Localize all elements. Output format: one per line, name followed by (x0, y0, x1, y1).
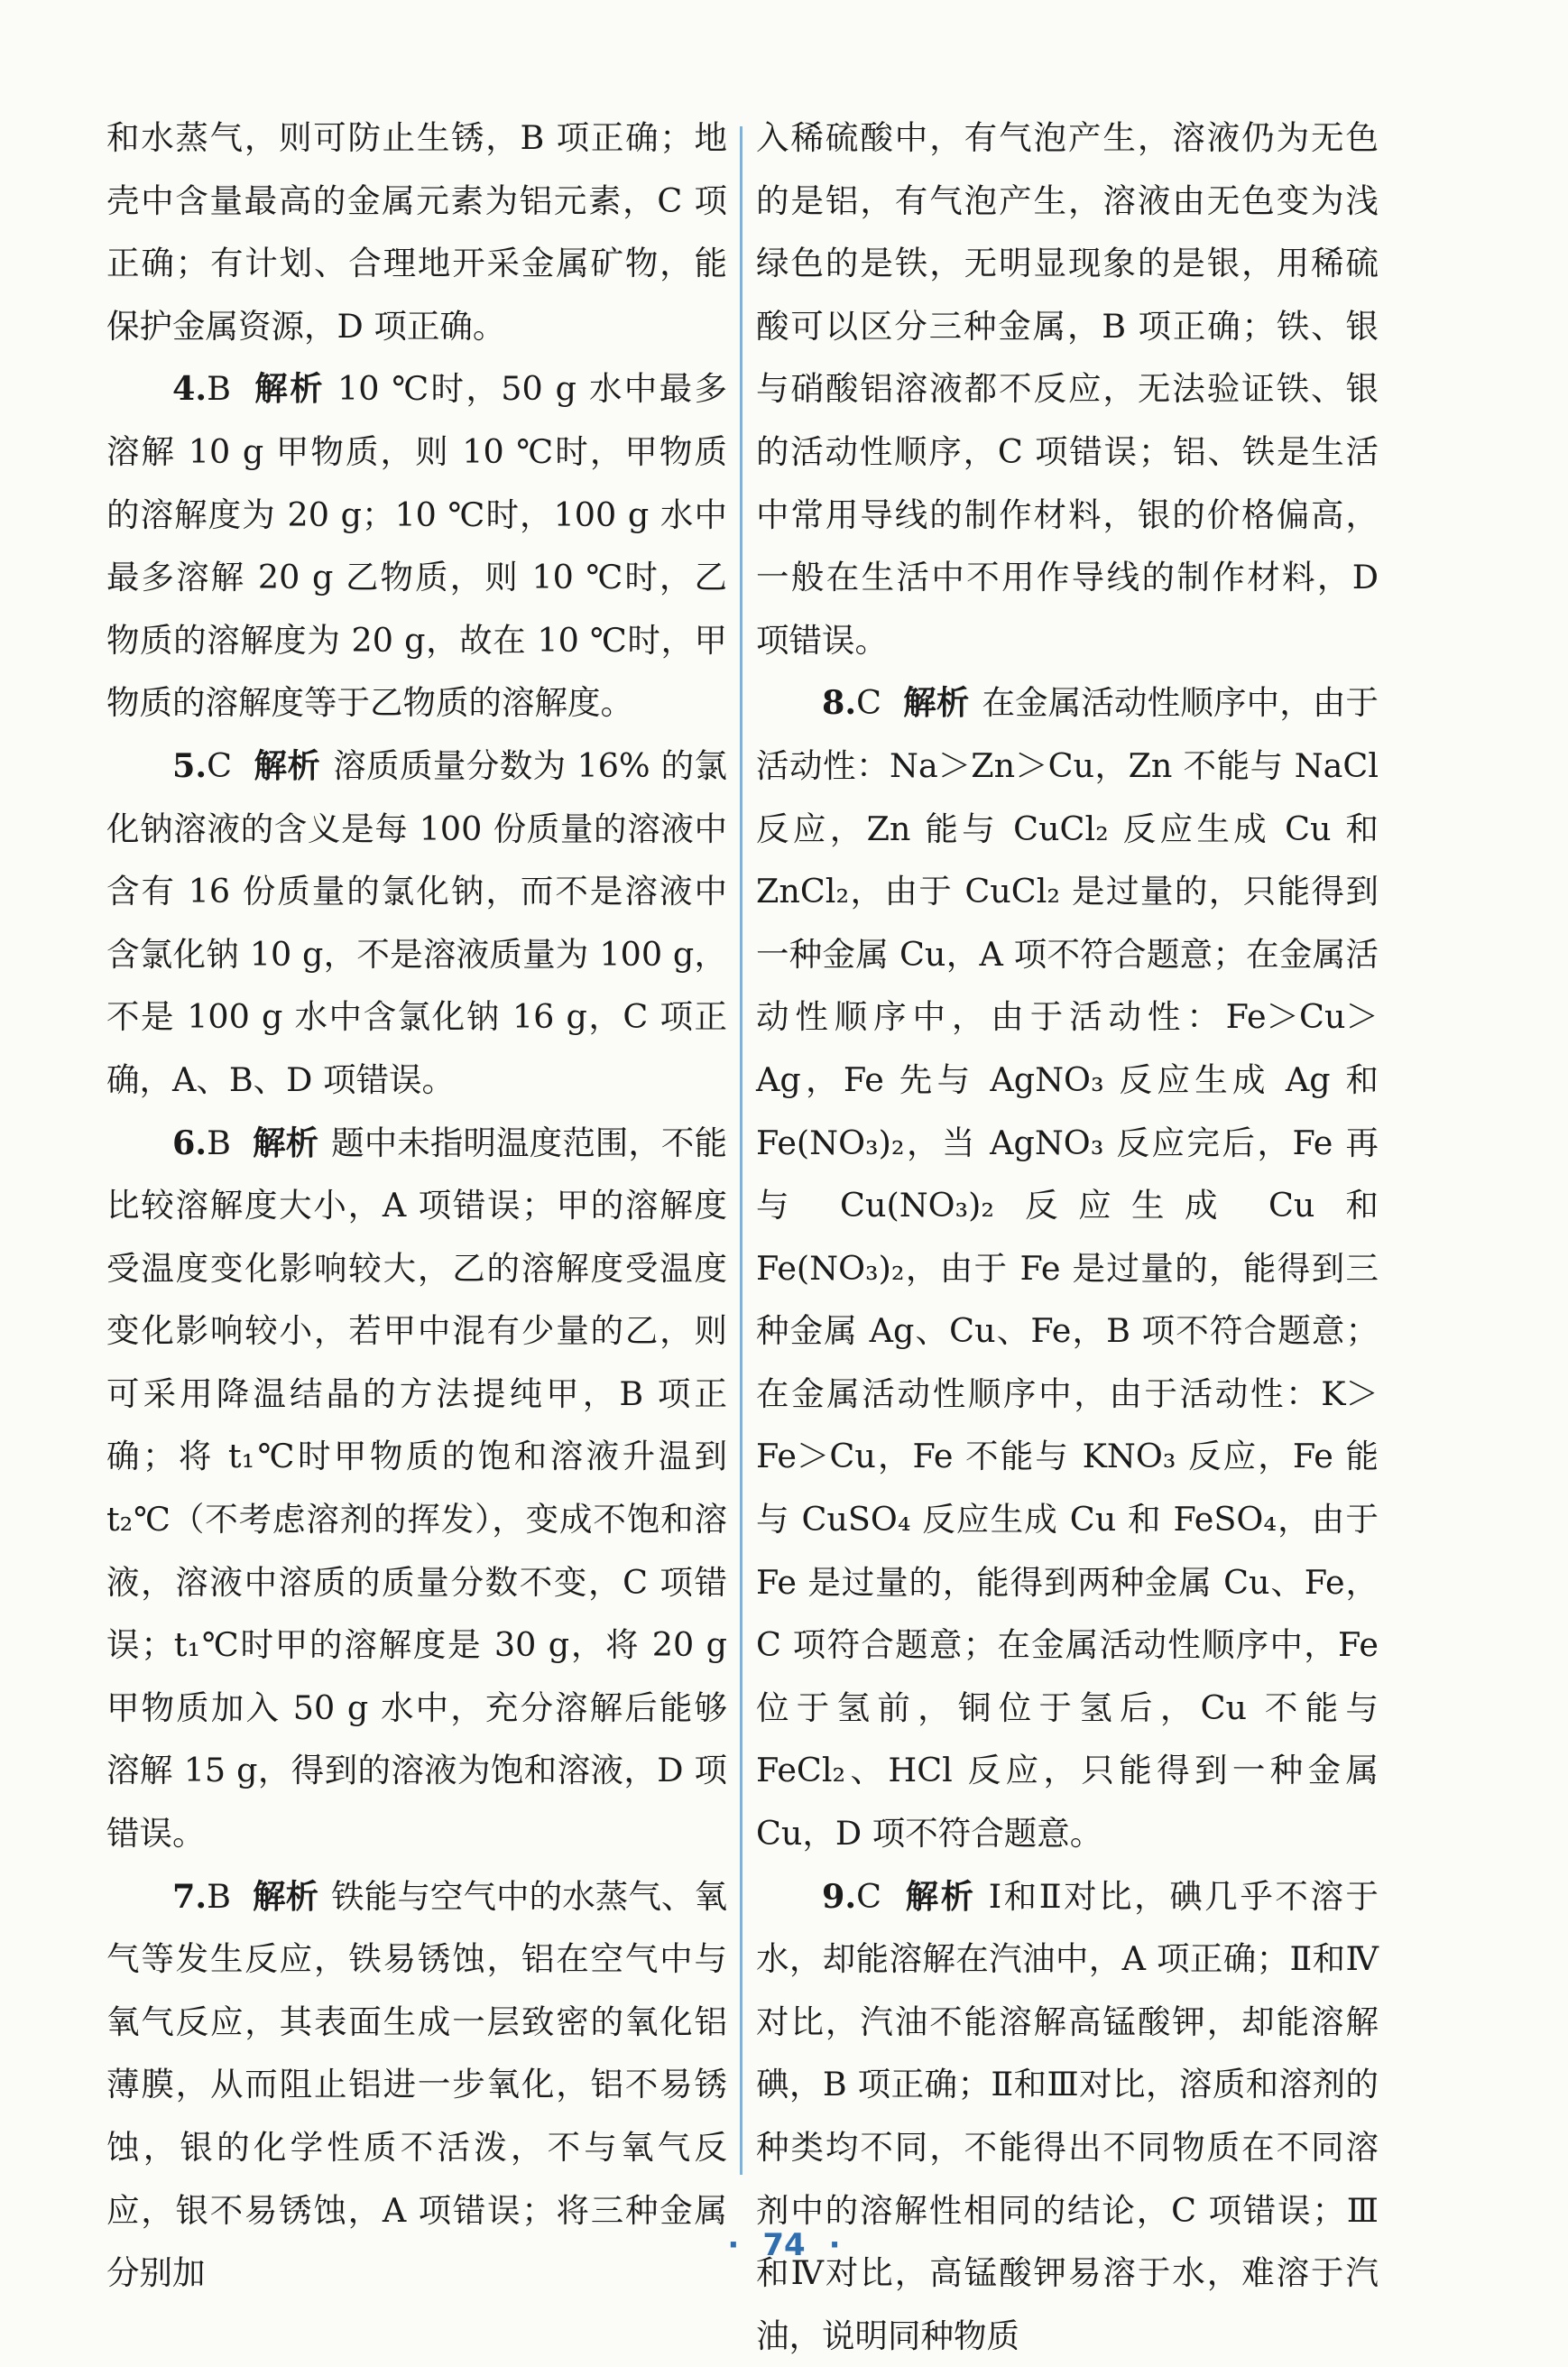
question-number: 9. (822, 1876, 857, 1916)
answer-choice: B (207, 1876, 231, 1916)
analysis-text: 10 ℃时，50 g 水中最多溶解 10 g 甲物质，则 10 ℃时，甲物质的溶解度为 20 g；10 ℃时，100 g 水中最多溶解 20 g 乙物质，则 10 ℃时，乙物质的溶解度为 20 g，故在 10 ℃时，甲物质的溶解度等于乙物质的溶解度。 (106, 369, 727, 723)
answer-choice: B (207, 369, 231, 409)
footer-dot-right: · (828, 2227, 841, 2263)
analysis-text: 溶质质量分数为 16% 的氯化钠溶液的含义是每 100 份质量的溶液中含有 16 份质量的氯化钠，而不是溶液中含氯化钠 10 g，不是溶液质量为 100 g，不是 100 g 水中含氯化钠 16 g，C 项正确，A、B、D 项错误。 (106, 745, 727, 1099)
answer-continuation: 和水蒸气，则可防止生锈，B 项正确；地壳中含量最高的金属元素为铝元素，C 项正确；有计划、合理地开采金属矿物，能保护金属资源，D 项正确。 (106, 118, 727, 346)
question-number: 8. (822, 683, 857, 723)
analysis-text: 题中未指明温度范围，不能比较溶解度大小，A 项错误；甲的溶解度受温度变化影响较大，乙的溶解度受温度变化影响较小，若甲中混有少量的乙，则可采用降温结晶的方法提纯甲，B 项正确；将 t₁℃时甲物质的饱和溶液升温到 t₂℃（不考虑溶剂的挥发），变成不饱和溶液，溶液中溶质的质量分数不变，C 项错误；t₁℃时甲的溶解度是 30 g，将 20 g 甲物质加入 50 g 水中，充分溶解后能够溶解 15 g，得到的溶液为饱和溶液，D 项错误。 (106, 1123, 728, 1854)
analysis-text: 铁能与空气中的水蒸气、氧气等发生反应，铁易锈蚀，铝在空气中与氧气反应，其表面生成一层致密的氧化铝薄膜，从而阻止铝进一步氧化，铝不易锈蚀，银的化学性质不活泼，不与氧气反应，银不易锈蚀，A 项错误；将三种金属分别加 (106, 1876, 728, 2293)
analysis-label: 解析 (252, 1876, 319, 1916)
analysis-label: 解析 (252, 369, 325, 409)
question-number: 7. (172, 1876, 208, 1916)
answer-item-5 (106, 735, 727, 1112)
answer-choice: C (856, 683, 882, 723)
left-column (106, 106, 727, 2305)
question-number: 4. (172, 369, 208, 409)
page-number: 74 (762, 2227, 806, 2263)
answer-choice: C (856, 1876, 882, 1916)
answer-continuation: 入稀硫酸中，有气泡产生，溶液仍为无色的是铝，有气泡产生，溶液由无色变为浅绿色的是铁，无明显现象的是银，用稀硫酸可以区分三种金属，B 项正确；铁、银与硝酸铝溶液都不反应，无法验证铁、银的活动性顺序，C 项错误；铝、铁是生活中常用导线的制作材料，银的价格偏高，一般在生活中不用作导线的制作材料，D 项错误。 (756, 118, 1379, 660)
column-divider (740, 126, 742, 2175)
answer-choice: B (207, 1123, 231, 1162)
answer-item-8 (756, 671, 1379, 1864)
analysis-text: 在金属活动性顺序中，由于活动性：Na＞Zn＞Cu，Zn 不能与 NaCl 反应，Zn 能与 CuCl₂ 反应生成 Cu 和 ZnCl₂，由于 CuCl₂ 是过量的，只能得到一种金属 Cu，A 项不符合题意；在金属活动性顺序中，由于活动性：Fe＞Cu＞Ag，Fe 先与 AgNO₃ 反应生成 Ag 和 Fe(NO₃)₂，当 AgNO₃ 反应完后，Fe 再与 Cu(NO₃)₂ 反应生成 Cu 和 Fe(NO₃)₂，由于 Fe 是过量的，能得到三种金属 Ag、Cu、Fe，B 项不符合题意；在金属活动性顺序中，由于活动性：K＞Fe＞Cu，Fe 不能与 KNO₃ 反应，Fe 能与 CuSO₄ 反应生成 Cu 和 FeSO₄，由于 Fe 是过量的，能得到两种金属 Cu、Fe，C 项符合题意；在金属活动性顺序中，Fe 位于氢前，铜位于氢后，Cu 不能与 FeCl₂、HCl 反应，只能得到一种金属 Cu，D 项不符合题意。 (756, 683, 1379, 1854)
answer-item-6 (106, 1112, 727, 1865)
analysis-label: 解析 (903, 1876, 976, 1916)
footer-dot-left: · (727, 2227, 740, 2263)
answer-item-9 (756, 1865, 1379, 2367)
answer-choice: C (207, 745, 233, 785)
answer-item-4 (106, 357, 727, 735)
analysis-text: Ⅰ和Ⅱ对比，碘几乎不溶于水，却能溶解在汽油中，A 项正确；Ⅱ和Ⅳ对比，汽油不能溶解高锰酸钾，却能溶解碘，B 项正确；Ⅱ和Ⅲ对比，溶质和溶剂的种类均不同，不能得出不同物质在不同溶剂中的溶解性相同的结论，C 项错误；Ⅲ和Ⅳ对比，高锰酸钾易溶于水，难溶于汽油，说明同种物质 (756, 1876, 1379, 2355)
page-footer (0, 2227, 1568, 2263)
analysis-label: 解析 (252, 1123, 319, 1162)
right-column (756, 106, 1379, 2367)
question-number: 5. (172, 745, 208, 785)
analysis-label: 解析 (254, 745, 321, 785)
question-number: 6. (172, 1123, 208, 1162)
analysis-label: 解析 (903, 683, 970, 723)
